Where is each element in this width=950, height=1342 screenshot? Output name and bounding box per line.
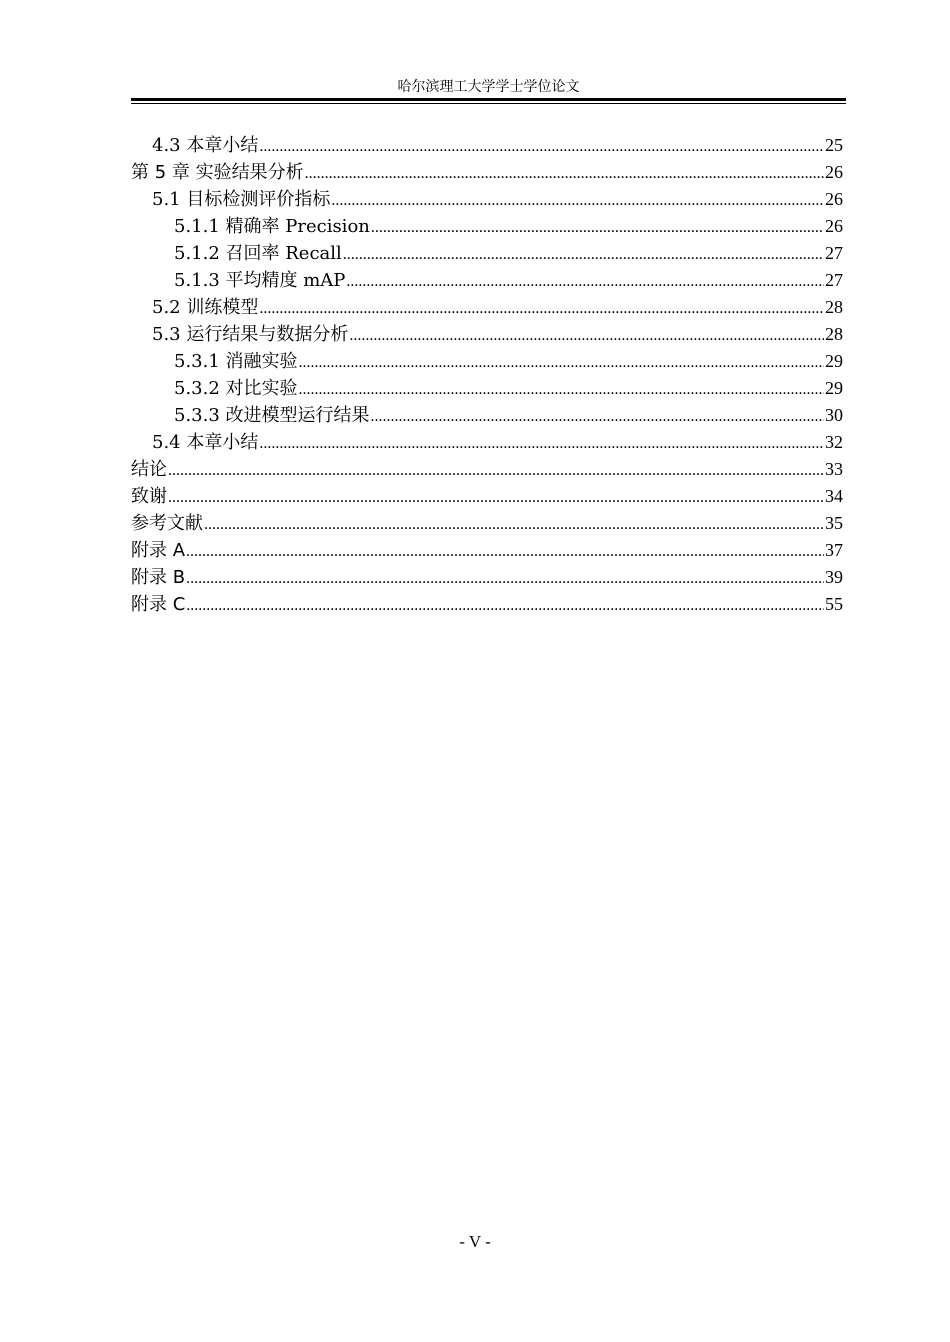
toc-leader-dots — [305, 160, 824, 187]
toc-leader-dots — [343, 241, 824, 268]
toc-entry-page: 29 — [825, 378, 843, 398]
page-number: - V - — [459, 1232, 491, 1251]
toc-entry-label: 第 5 章 实验结果分析 — [131, 162, 304, 183]
toc-entry-label: 5.3.1 消融实验 — [174, 351, 298, 372]
toc-entry-page: 33 — [825, 459, 843, 479]
header-rule-thick — [131, 98, 846, 101]
toc-entry[interactable] — [131, 537, 843, 564]
toc-entry[interactable] — [131, 564, 843, 591]
toc-entry-label: 5.1.3 平均精度 mAP — [174, 270, 346, 291]
toc-entry[interactable] — [131, 429, 843, 456]
toc-leader-dots — [346, 268, 824, 295]
toc-entry-label: 致谢 — [131, 486, 167, 507]
toc-leader-dots — [299, 376, 824, 403]
toc-entry[interactable] — [131, 348, 843, 375]
toc-entry-label: 5.1.1 精确率 Precision — [174, 216, 370, 237]
header-rule-thin — [131, 103, 846, 104]
toc-entry-page: 26 — [825, 216, 843, 236]
toc-entry-page: 27 — [825, 270, 843, 290]
toc-entry-page: 37 — [825, 540, 843, 560]
toc-entry[interactable] — [131, 321, 843, 348]
toc-entry[interactable] — [131, 456, 843, 483]
toc-entry-page: 30 — [825, 405, 843, 425]
toc-entry[interactable] — [131, 483, 843, 510]
toc-leader-dots — [204, 511, 824, 538]
toc-entry[interactable] — [131, 132, 843, 159]
toc-entry[interactable] — [131, 294, 843, 321]
toc-entry-page: 29 — [825, 351, 843, 371]
toc-leader-dots — [259, 295, 824, 322]
toc-leader-dots — [186, 565, 824, 592]
toc-leader-dots — [168, 457, 824, 484]
toc-entry-label: 5.2 训练模型 — [152, 297, 259, 318]
toc-entry[interactable] — [131, 375, 843, 402]
toc-leader-dots — [259, 133, 824, 160]
toc-entry[interactable] — [131, 213, 843, 240]
toc-entry-label: 5.3.2 对比实验 — [174, 378, 298, 399]
table-of-contents — [131, 132, 843, 618]
toc-leader-dots — [186, 538, 824, 565]
toc-leader-dots — [331, 187, 824, 214]
toc-entry-label: 参考文献 — [131, 513, 203, 534]
toc-entry-page: 34 — [825, 486, 843, 506]
toc-entry-label: 附录 A — [131, 540, 186, 561]
toc-entry[interactable] — [131, 402, 843, 429]
toc-entry-page: 28 — [825, 297, 843, 317]
toc-entry[interactable] — [131, 267, 843, 294]
running-header: 哈尔滨理工大学学士学位论文 — [397, 79, 580, 95]
toc-leader-dots — [299, 349, 824, 376]
toc-entry-page: 55 — [825, 594, 843, 614]
toc-entry-page: 26 — [825, 189, 843, 209]
toc-entry-page: 32 — [825, 432, 843, 452]
toc-leader-dots — [349, 322, 824, 349]
toc-entry-page: 35 — [825, 513, 843, 533]
toc-leader-dots — [371, 403, 824, 430]
toc-leader-dots — [186, 592, 824, 619]
toc-entry-label: 5.4 本章小结 — [152, 432, 259, 453]
toc-entry-page: 28 — [825, 324, 843, 344]
toc-entry-label: 5.1 目标检测评价指标 — [152, 189, 331, 210]
toc-entry[interactable] — [131, 186, 843, 213]
toc-entry-label: 5.1.2 召回率 Recall — [174, 243, 342, 264]
toc-entry-label: 5.3.3 改进模型运行结果 — [174, 405, 370, 426]
toc-leader-dots — [259, 430, 824, 457]
toc-entry-page: 39 — [825, 567, 843, 587]
toc-entry[interactable] — [131, 591, 843, 618]
toc-leader-dots — [371, 214, 824, 241]
toc-entry-label: 5.3 运行结果与数据分析 — [152, 324, 349, 345]
toc-entry-page: 27 — [825, 243, 843, 263]
toc-entry-label: 附录 B — [131, 567, 186, 588]
toc-entry-page: 26 — [825, 162, 843, 182]
toc-entry[interactable] — [131, 510, 843, 537]
toc-entry-label: 附录 C — [131, 594, 186, 615]
toc-leader-dots — [168, 484, 824, 511]
toc-entry[interactable] — [131, 240, 843, 267]
toc-entry-label: 结论 — [131, 459, 167, 480]
toc-entry[interactable] — [131, 159, 843, 186]
toc-entry-page: 25 — [825, 135, 843, 155]
toc-entry-label: 4.3 本章小结 — [152, 135, 259, 156]
